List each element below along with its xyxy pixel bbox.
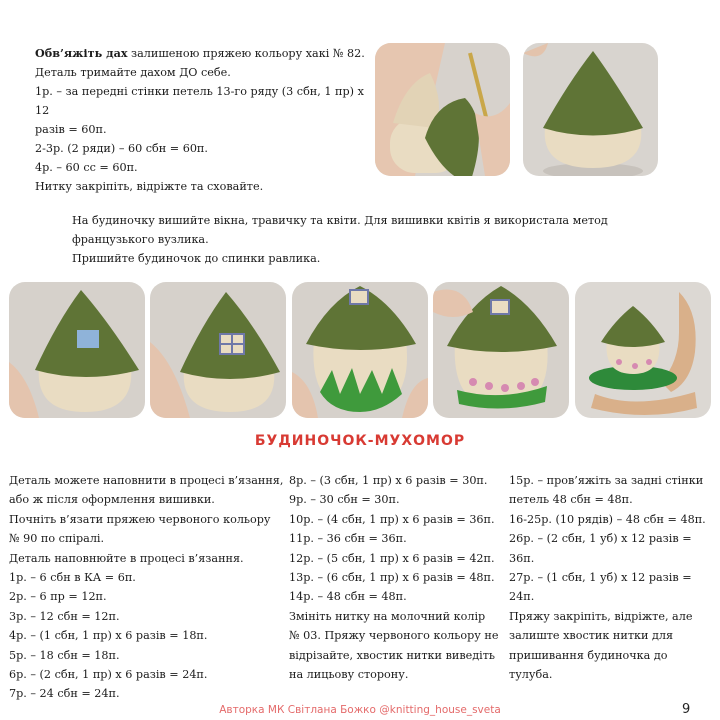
col1-line: Деталь наповнюйте в процесі в’язання. bbox=[9, 551, 244, 565]
col1-line: Почніть в’язати пряжею червоного кольору bbox=[9, 512, 271, 526]
intro-line-3: 1р. – за передні стінки петель 13-го ряду (3 сбн, 1 пр) х 12 bbox=[35, 85, 364, 117]
photo-house-flowers bbox=[433, 282, 569, 418]
col1-line: 1р. – 6 сбн в КА = 6п. bbox=[9, 571, 136, 585]
col1-line: 3р. – 12 сбн = 12п. bbox=[9, 609, 120, 623]
col2-line: Змініть нитку на молочний колір bbox=[289, 609, 486, 623]
author-credit: Авторка МК Світлана Божко @knitting_house_sveta bbox=[219, 704, 501, 716]
intro-line-5: 2-3р. (2 ряди) – 60 сбн = 60п. bbox=[35, 142, 208, 155]
col2-line: 11р. – 36 сбн = 36п. bbox=[289, 532, 407, 546]
col1-line: № 90 по спіралі. bbox=[9, 532, 105, 546]
mid-line-2: французького вузлика. bbox=[72, 233, 209, 246]
col3-line: петель 48 сбн = 48п. bbox=[509, 493, 633, 507]
photo-finished-roof bbox=[523, 43, 658, 176]
col3-line: Пряжу закріпіть, відріжте, але bbox=[509, 609, 693, 623]
instructions-column-1 bbox=[9, 471, 284, 704]
col3-line: залиште хвостик нитки для bbox=[509, 629, 674, 643]
col2-line: на лицьову сторону. bbox=[289, 668, 409, 682]
intro-instructions bbox=[35, 44, 365, 196]
col1-line: 5р. – 18 сбн = 18п. bbox=[9, 648, 120, 662]
embroidery-instructions bbox=[72, 211, 632, 268]
intro-line-4: разів = 60п. bbox=[35, 123, 107, 136]
mid-line-3: Пришийте будиночок до спинки равлика. bbox=[72, 252, 321, 265]
col1-line: або ж після оформлення вишивки. bbox=[9, 493, 215, 507]
col1-line: 6р. – (2 сбн, 1 пр) х 6 разів = 24п. bbox=[9, 668, 208, 682]
intro-line-1-rest: залишеною пряжею кольору хакі № 82. bbox=[127, 47, 365, 60]
instructions-column-2 bbox=[289, 471, 511, 684]
intro-bold-heading: Обв’яжіть дах bbox=[35, 46, 128, 60]
col2-line: 9р. – 30 сбн = 30п. bbox=[289, 493, 400, 507]
col3-line: 16-25р. (10 рядів) – 48 сбн = 48п. bbox=[509, 512, 706, 526]
intro-line-7: Нитку закріпіть, відріжте та сховайте. bbox=[35, 180, 264, 193]
col1-line: Деталь можете наповнити в процесі в’язання, bbox=[9, 474, 284, 487]
instructions-column-3 bbox=[509, 471, 714, 684]
photo-house-window-cream bbox=[150, 282, 286, 418]
col2-line: № 03. Пряжу червоного кольору не bbox=[289, 629, 499, 643]
photo-house-on-snail bbox=[575, 282, 711, 418]
photo-house-grass bbox=[292, 282, 428, 418]
col3-line: 27р. – (1 сбн, 1 уб) х 12 разів = 24п. bbox=[509, 571, 692, 604]
photo-house-window-blue bbox=[9, 282, 145, 418]
col3-line: пришивання будиночка до bbox=[509, 648, 668, 662]
page-number: 9 bbox=[682, 702, 691, 717]
col3-line: 26р. – (2 сбн, 1 уб) х 12 разів = 36п. bbox=[509, 532, 692, 565]
col1-line: 4р. – (1 сбн, 1 пр) х 6 разів = 18п. bbox=[9, 629, 208, 643]
col2-line: відрізайте, хвостик нитки виведіть bbox=[289, 648, 495, 662]
intro-line-2: Деталь тримайте дахом ДО себе. bbox=[35, 66, 231, 79]
photo-roof-crochet bbox=[375, 43, 510, 176]
col3-line: тулуба. bbox=[509, 668, 553, 682]
section-title: БУДИНОЧОК-МУХОМОР bbox=[254, 433, 466, 449]
intro-line-1 bbox=[35, 44, 365, 63]
col2-line: 14р. – 48 сбн = 48п. bbox=[289, 590, 407, 604]
col2-line: 10р. – (4 сбн, 1 пр) х 6 разів = 36п. bbox=[289, 512, 495, 526]
intro-line-6: 4р. – 60 сс = 60п. bbox=[35, 161, 138, 174]
col2-line: 13р. – (6 сбн, 1 пр) х 6 разів = 48п. bbox=[289, 571, 495, 585]
col1-line: 2р. – 6 пр = 12п. bbox=[9, 590, 107, 604]
col3-line: 15р. – пров’яжіть за задні стінки bbox=[509, 474, 704, 487]
col2-line: 8р. – (3 сбн, 1 пр) х 6 разів = 30п. bbox=[289, 474, 488, 487]
col2-line: 12р. – (5 сбн, 1 пр) х 6 разів = 42п. bbox=[289, 551, 495, 565]
mid-line-1: На будиночку вишийте вікна, травичку та квіти. Для вишивки квітів я використала метод bbox=[72, 214, 608, 227]
col1-line: 7р. – 24 сбн = 24п. bbox=[9, 687, 120, 701]
